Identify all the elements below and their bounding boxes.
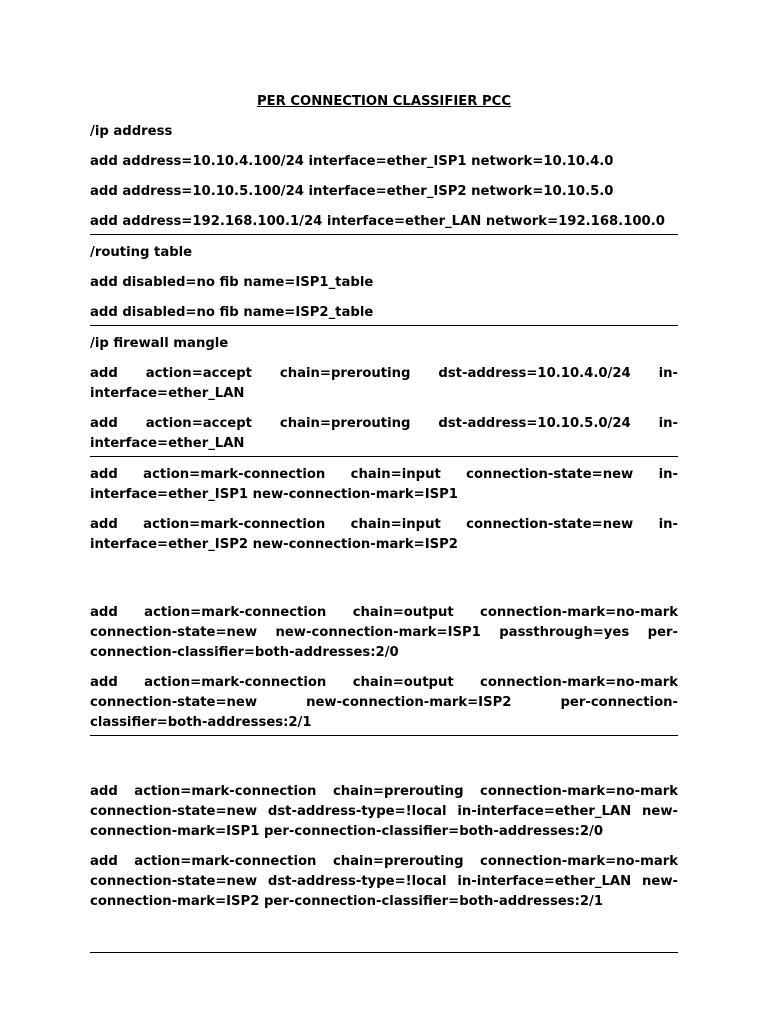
section-divider: [90, 234, 678, 235]
mangle-input-rule: add action=mark-connection chain=input connection-state=new in-interface=ether_ISP2 new-connection-mark=ISP2: [90, 517, 678, 552]
section-header-routing-table: /routing table: [90, 245, 193, 260]
section-divider: [90, 325, 678, 326]
spacer: [90, 744, 678, 782]
document-title: PER CONNECTION CLASSIFIER PCC: [256, 94, 512, 109]
mangle-prerouting-rule: add action=mark-connection chain=prerouting connection-mark=no-mark connection-state=new dst-address-type=!local in-interface=ether_LAN new-connection-mark=ISP2 per-connection-classifier=both-addresses:2/1: [90, 854, 678, 909]
routing-table-line: add disabled=no fib name=ISP2_table: [90, 305, 374, 320]
ip-address-line: add address=10.10.5.100/24 interface=ether_ISP2 network=10.10.5.0: [90, 184, 614, 199]
section-header-firewall-mangle: /ip firewall mangle: [90, 336, 229, 351]
section-divider: [90, 456, 678, 457]
spacer: [90, 922, 678, 960]
document-page: [90, 92, 678, 961]
section-divider: [90, 735, 678, 736]
section-divider: [90, 952, 678, 953]
mangle-input-rule: add action=mark-connection chain=input connection-state=new in-interface=ether_ISP1 new-connection-mark=ISP1: [90, 467, 678, 502]
spacer: [90, 565, 678, 603]
routing-table-line: add disabled=no fib name=ISP1_table: [90, 275, 374, 290]
ip-address-line: add address=192.168.100.1/24 interface=ether_LAN network=192.168.100.0: [90, 214, 665, 229]
ip-address-line: add address=10.10.4.100/24 interface=ether_ISP1 network=10.10.4.0: [90, 154, 614, 169]
mangle-accept-rule: add action=accept chain=prerouting dst-address=10.10.5.0/24 in-interface=ether_LAN: [90, 416, 678, 451]
mangle-output-rule: add action=mark-connection chain=output connection-mark=no-mark connection-state=new new-connection-mark=ISP2 per-connection-classifier=both-addresses:2/1: [90, 675, 678, 730]
section-header-ip-address: /ip address: [90, 124, 173, 139]
mangle-accept-rule: add action=accept chain=prerouting dst-address=10.10.4.0/24 in-interface=ether_LAN: [90, 366, 678, 401]
mangle-prerouting-rule: add action=mark-connection chain=prerouting connection-mark=no-mark connection-state=new dst-address-type=!local in-interface=ether_LAN new-connection-mark=ISP1 per-connection-classifier=both-addresses:2/0: [90, 784, 678, 839]
mangle-output-rule: add action=mark-connection chain=output connection-mark=no-mark connection-state=new new-connection-mark=ISP1 passthrough=yes per-connection-classifier=both-addresses:2/0: [90, 605, 678, 660]
